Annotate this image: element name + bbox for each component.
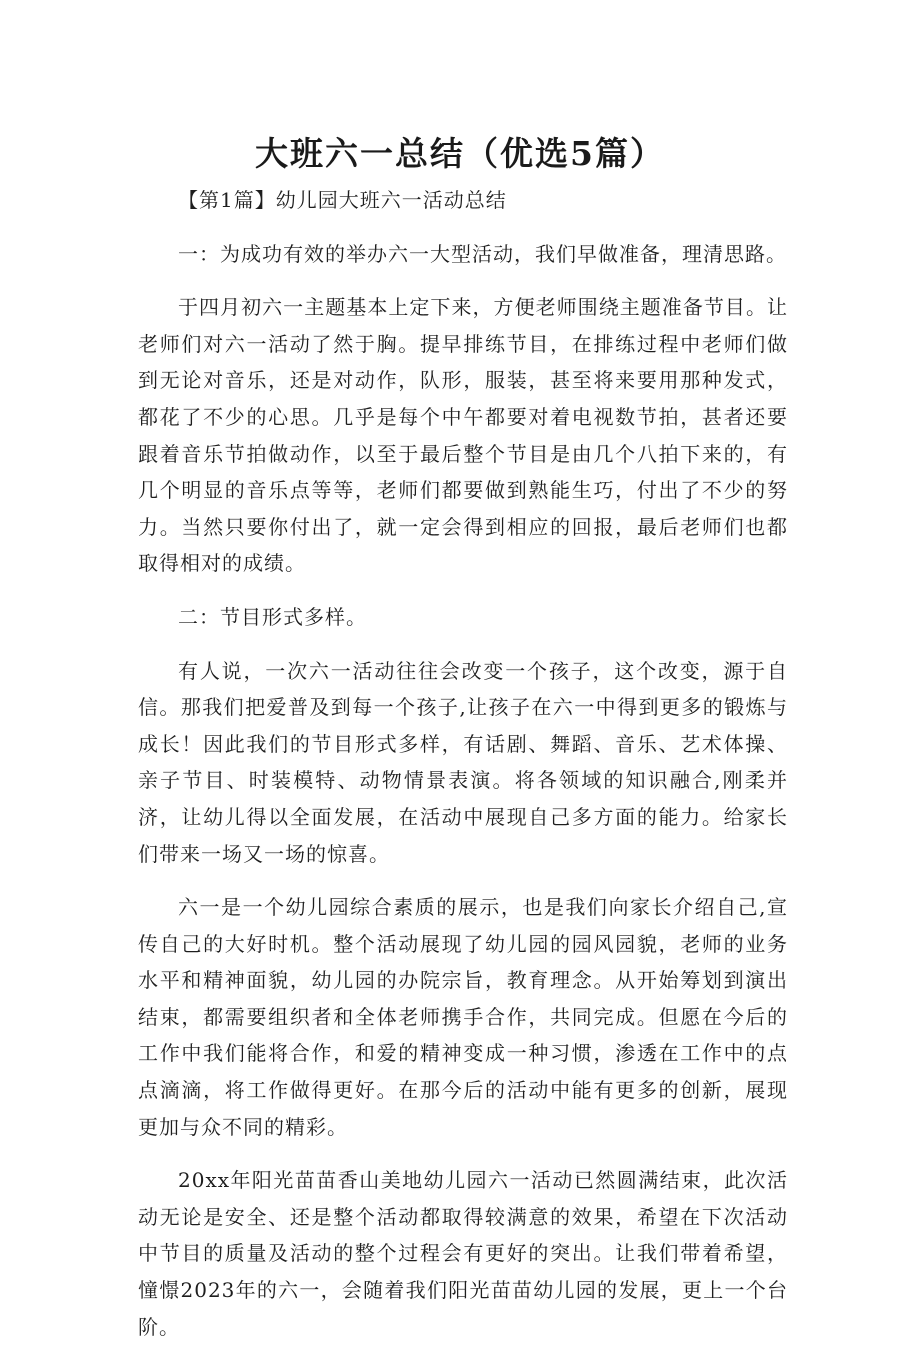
paragraph-preparation: 于四月初六一主题基本上定下来，方便老师围绕主题准备节目。让老师们对六一活动了然于胸。提早排练节目，在排练过程中老师们做到无论对音乐，还是对动作，队形，服装，甚至将来要用那种发式，都花了不少的心思。几乎是每个中午都要对着电视数节拍，甚者还要跟着音乐节拍做动作，以至于最后整个节目是由几个八拍下来的，有几个明显的音乐点等等，老师们都要做到熟能生巧，付出了不少的努力。当然只要你付出了，就一定会得到相应的回报，最后老师们也都取得相对的成绩。 (138, 295, 788, 576)
chapter-heading: 【第1篇】幼儿园大班六一活动总结 (178, 188, 507, 212)
point-one-heading: 一：为成功有效的举办六一大型活动，我们早做准备，理清思路。 (178, 241, 787, 266)
paragraph-program-variety: 有人说，一次六一活动往往会改变一个孩子，这个改变，源于自信。那我们把爱普及到每一个孩子,让孩子在六一中得到更多的锻炼与成长！因此我们的节目形式多样，有话剧、舞蹈、音乐、艺术体操、亲子节目、时装模特、动物情景表演。将各领域的知识融合,刚柔并济，让幼儿得以全面发展，在活动中展现自己多方面的能力。给家长们带来一场又一场的惊喜。 (138, 658, 788, 866)
paragraph-conclusion: 20xx年阳光苗苗香山美地幼儿园六一活动已然圆满结束，此次活动无论是安全、还是整个活动都取得较满意的效果，希望在下次活动中节目的质量及活动的整个过程会有更好的突出。让我们带着希望，憧憬2023年的六一，会随着我们阳光苗苗幼儿园的发展，更上一个台阶。 (138, 1168, 788, 1339)
document-title: 大班六一总结（优选5篇） (255, 134, 665, 174)
point-two-heading: 二：节目形式多样。 (178, 604, 367, 629)
paragraph-showcase: 六一是一个幼儿园综合素质的展示，也是我们向家长介绍自己,宣传自己的大好时机。整个活动展现了幼儿园的园风园貌，老师的业务水平和精神面貌，幼儿园的办院宗旨，教育理念。从开始筹划到演出结束，都需要组织者和全体老师携手合作，共同完成。但愿在今后的工作中我们能将合作，和爱的精神变成一种习惯，渗透在工作中的点点滴滴，将工作做得更好。在那今后的活动中能有更多的创新，展现更加与众不同的精彩。 (138, 895, 788, 1139)
document-body (138, 182, 788, 1362)
